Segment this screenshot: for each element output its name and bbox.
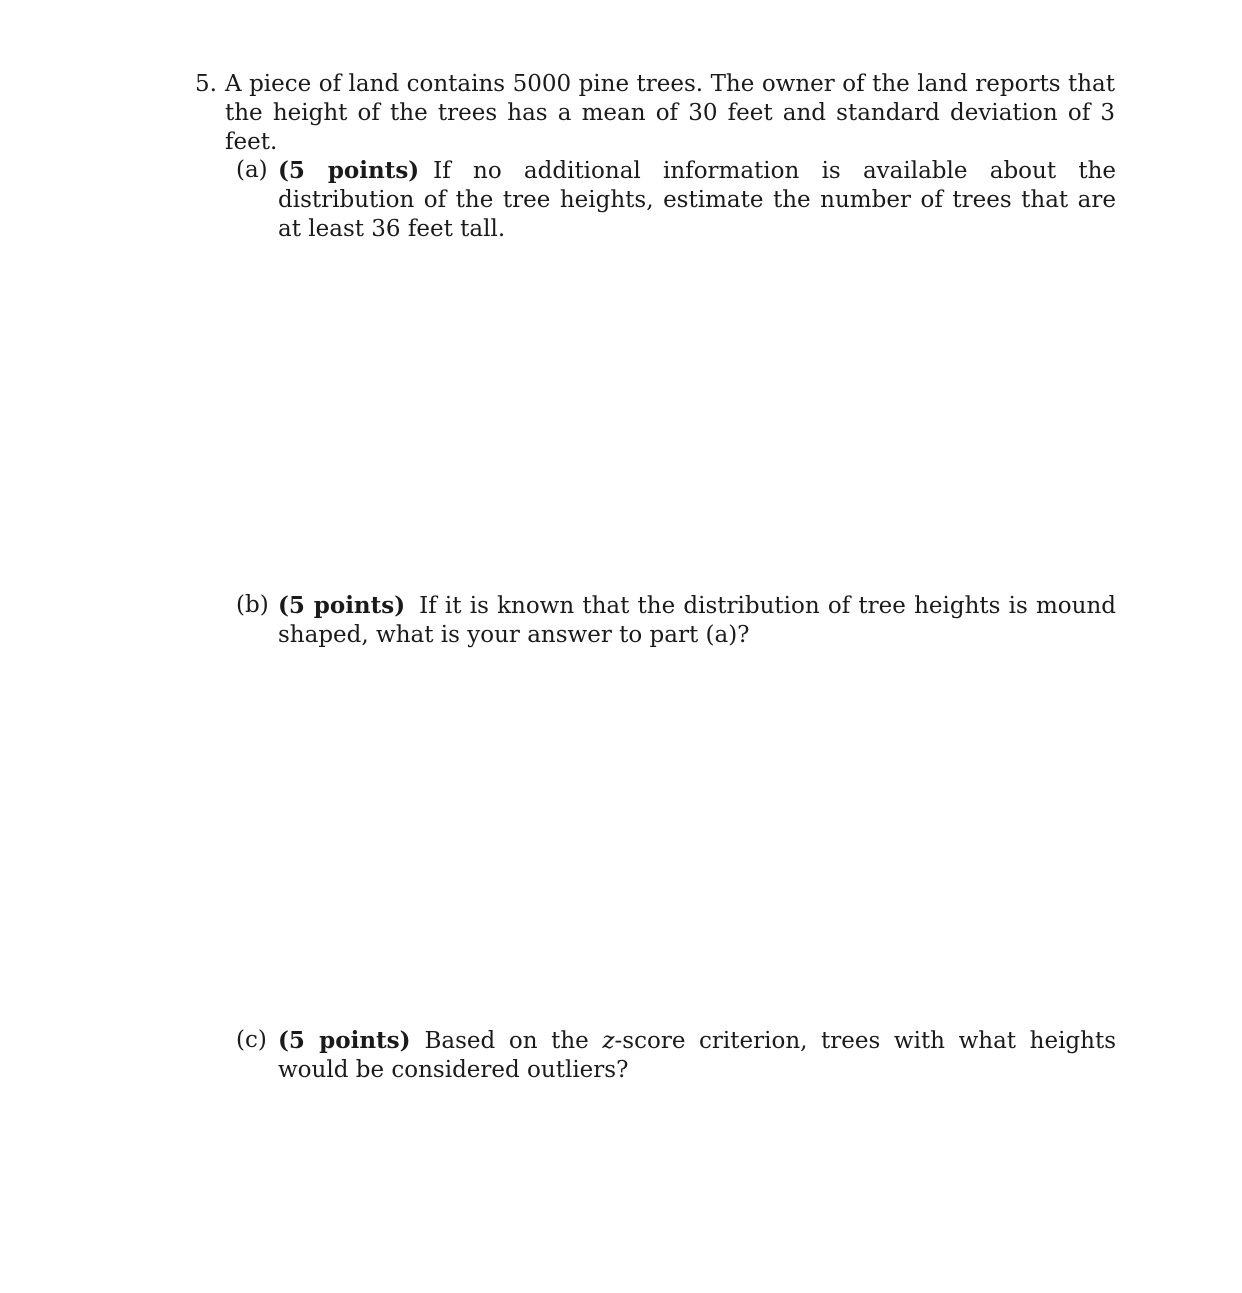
part-c-body [278, 1026, 1116, 1085]
part-b-points: (5 points) [278, 592, 406, 619]
part-a-text: If no additional information is available about the distribution of the tree heights, estimate the number of trees that are at least 36 feet tall. [278, 158, 1116, 242]
part-c-points: (5 points) [278, 1027, 411, 1054]
part-a-label: (a) [236, 157, 268, 183]
part-c-label: (c) [236, 1027, 267, 1053]
part-c-text-after: -score criterion, trees with what heights would be considered outliers? [278, 1028, 1117, 1083]
part-b-text: If it is known that the distribution of tree heights is mound shaped, what is your answer to part (a)? [278, 593, 1117, 648]
part-b-body [278, 591, 1116, 650]
part-b [236, 591, 1116, 650]
problem-statement: A piece of land contains 5000 pine trees. The owner of the land reports that the height of the trees has a mean of 30 feet and standard deviation of 3 feet. [225, 71, 1115, 155]
part-c-z-variable: z [602, 1028, 615, 1054]
part-a [236, 156, 1116, 244]
part-a-points: (5 points) [278, 157, 420, 184]
problem-5 [195, 70, 1115, 157]
part-a-body [278, 156, 1116, 244]
part-c-text-before: Based on the [424, 1028, 589, 1054]
part-b-label: (b) [236, 592, 269, 618]
problem-number: 5. [195, 71, 217, 97]
part-c [236, 1026, 1116, 1085]
